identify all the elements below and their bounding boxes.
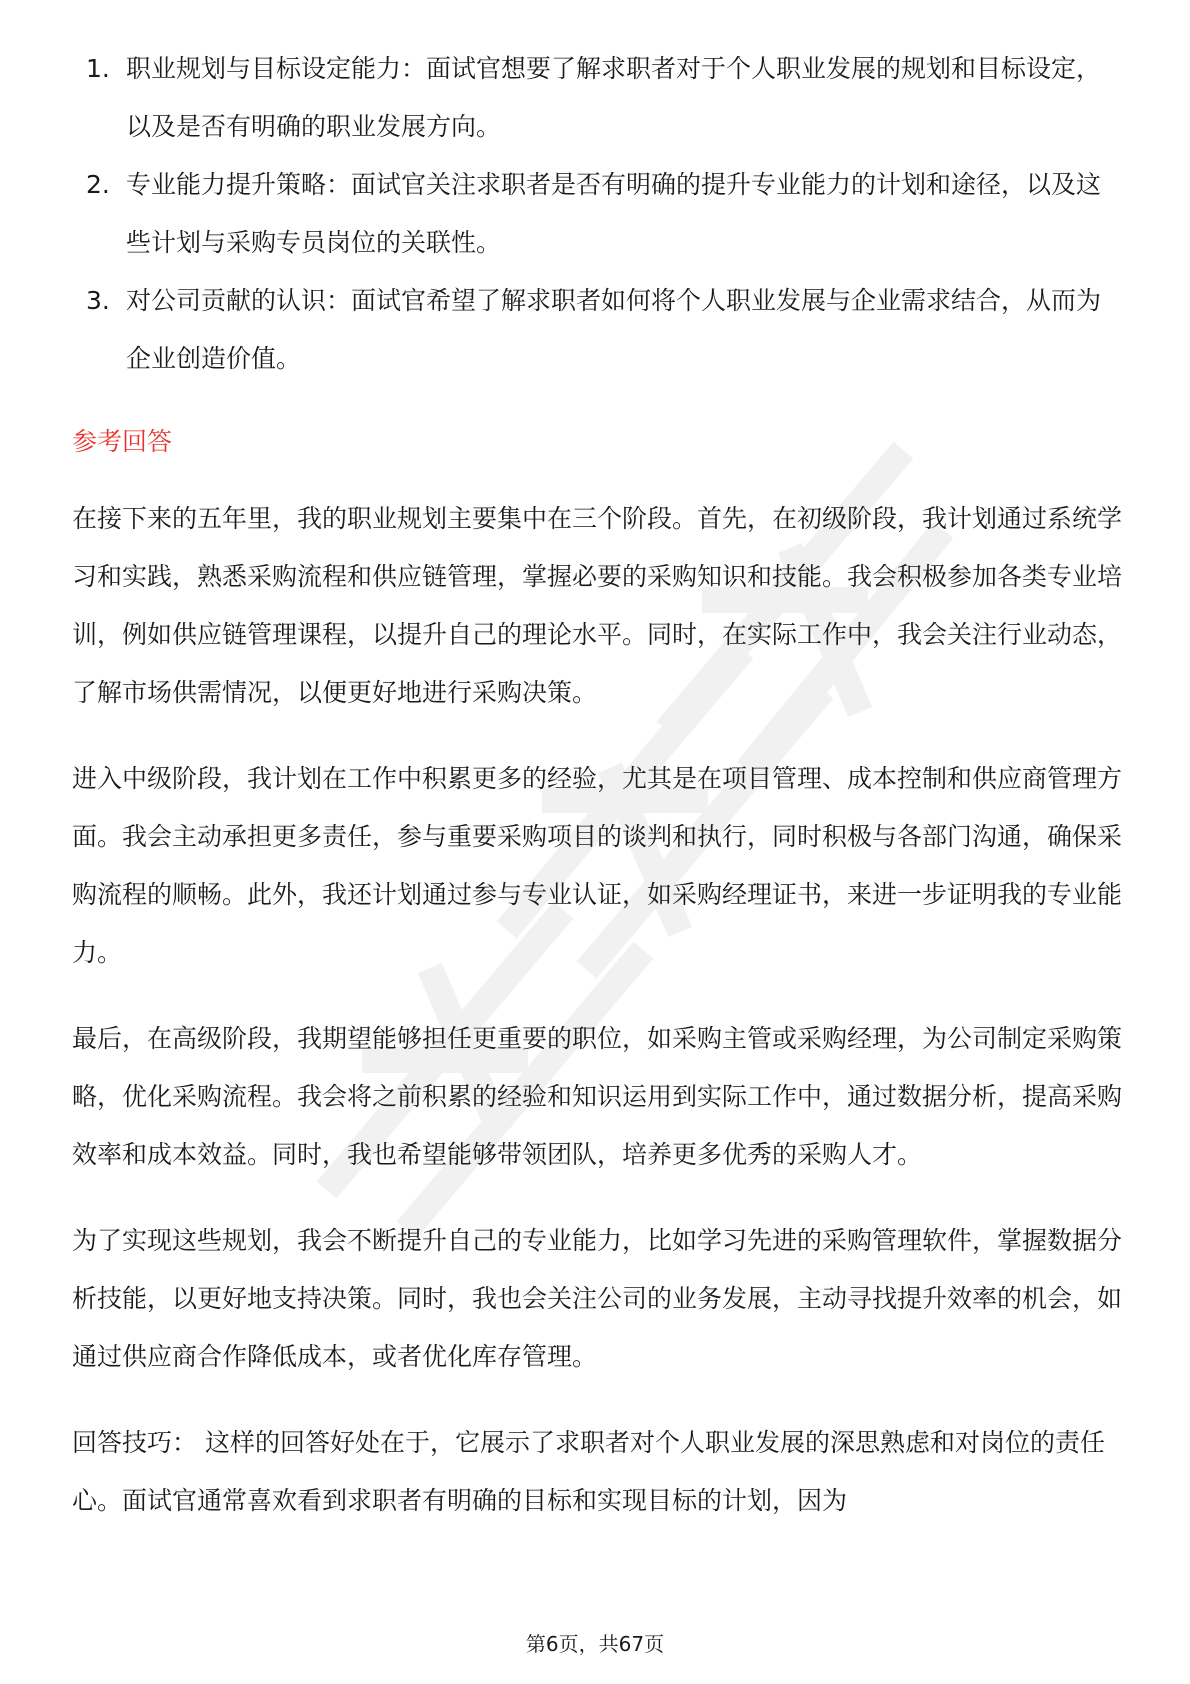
list-item-number: 1. <box>86 54 110 83</box>
page-number-footer: 第6页，共67页 <box>525 1632 665 1656</box>
answer-paragraph: 最后，在高级阶段，我期望能够担任更重要的职位，如采购主管或采购经理，为公司制定采购策略，优化采购流程。我会将之前积累的经验和知识运用到实际工作中，通过数据分析，提高采购效率和成本效益。同时，我也希望能够带领团队，培养更多优秀的采购人才。 <box>72 1024 1123 1169</box>
list-item-number: 2. <box>86 170 110 199</box>
evaluation-criteria-list <box>72 40 1122 388</box>
answer-paragraph: 进入中级阶段，我计划在工作中积累更多的经验，尤其是在项目管理、成本控制和供应商管理方面。我会主动承担更多责任，参与重要采购项目的谈判和执行，同时积极与各部门沟通，确保采购流程的顺畅。此外，我还计划通过参与专业认证，如采购经理证书，来进一步证明我的专业能力。 <box>72 764 1123 967</box>
list-item <box>72 156 1122 272</box>
answer-paragraph: 在接下来的五年里，我的职业规划主要集中在三个阶段。首先，在初级阶段，我计划通过系统学习和实践，熟悉采购流程和供应链管理，掌握必要的采购知识和技能。我会积极参加各类专业培训，例如供应链管理课程，以提升自己的理论水平。同时，在实际工作中，我会关注行业动态，了解市场供需情况，以便更好地进行采购决策。 <box>72 504 1123 707</box>
list-item-text: 对公司贡献的认识：面试官希望了解求职者如何将个人职业发展与企业需求结合，从而为企业创造价值。 <box>126 286 1102 373</box>
list-item-text: 职业规划与目标设定能力：面试官想要了解求职者对于个人职业发展的规划和目标设定，以及是否有明确的职业发展方向。 <box>126 54 1102 141</box>
list-item <box>72 40 1122 156</box>
page-content <box>72 40 1122 1530</box>
reference-answer-heading: 参考回答 <box>72 427 173 456</box>
answer-tip: 回答技巧： 这样的回答好处在于，它展示了求职者对个人职业发展的深思熟虑和对岗位的责任心。面试官通常喜欢看到求职者有明确的目标和实现目标的计划，因为 <box>72 1428 1105 1515</box>
answer-paragraph: 为了实现这些规划，我会不断提升自己的专业能力，比如学习先进的采购管理软件，掌握数据分析技能，以更好地支持决策。同时，我也会关注公司的业务发展，主动寻找提升效率的机会，如通过供应商合作降低成本，或者优化库存管理。 <box>72 1226 1123 1371</box>
list-item <box>72 272 1122 388</box>
list-item-number: 3. <box>86 286 110 315</box>
list-item-text: 专业能力提升策略：面试官关注求职者是否有明确的提升专业能力的计划和途径，以及这些计划与采购专员岗位的关联性。 <box>126 170 1102 257</box>
